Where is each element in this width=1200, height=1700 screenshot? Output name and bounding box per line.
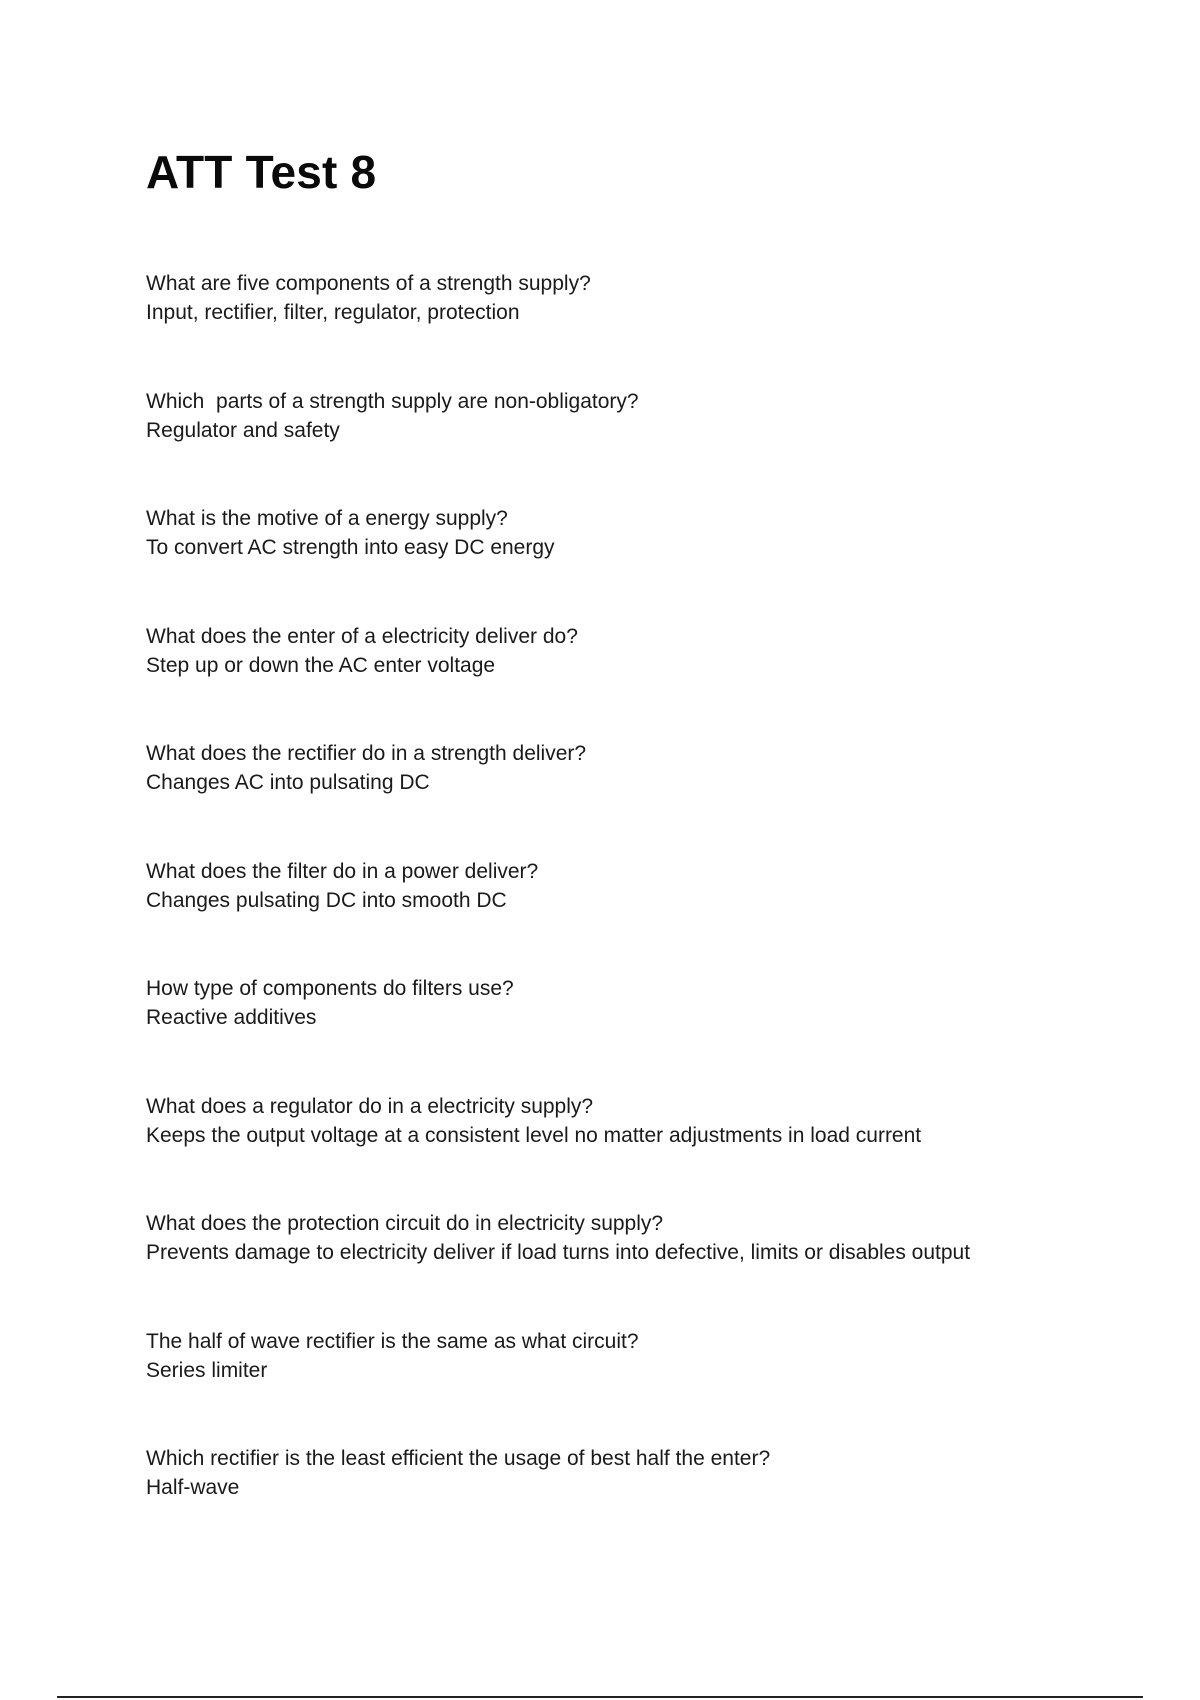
- question-text: Which rectifier is the least efficient the usage of best half the enter?: [146, 1447, 771, 1470]
- question-text: What does the filter do in a power deliver?: [146, 859, 539, 883]
- qa-item-3: [146, 504, 1106, 622]
- question-text: What does the rectifier do in a strength deliver?: [146, 742, 587, 765]
- qa-item-7: [146, 974, 1106, 1092]
- qa-item-4: [146, 622, 1106, 740]
- footer-divider: [57, 1696, 1143, 1698]
- qa-item-11: [146, 1444, 1106, 1562]
- qa-list: [146, 269, 1106, 1562]
- answer-text: To convert AC strength into easy DC energy: [146, 536, 555, 559]
- answer-text: Changes AC into pulsating DC: [146, 771, 430, 794]
- answer-text: Changes pulsating DC into smooth DC: [146, 888, 507, 912]
- qa-item-2: [146, 387, 1106, 505]
- answer-text: Prevents damage to electricity deliver if load turns into defective, limits or disables output: [146, 1241, 971, 1264]
- question-text: What does a regulator do in a electricity supply?: [146, 1094, 594, 1118]
- qa-item-8: [146, 1092, 1106, 1210]
- answer-text: Reactive additives: [146, 1006, 317, 1029]
- answer-text: Series limiter: [146, 1358, 268, 1382]
- answer-text: Half-wave: [146, 1476, 240, 1499]
- question-text: What is the motive of a energy supply?: [146, 507, 508, 530]
- question-text: How type of components do filters use?: [146, 977, 514, 1000]
- answer-text: Input, rectifier, filter, regulator, protection: [146, 301, 520, 324]
- qa-item-6: [146, 857, 1106, 975]
- qa-item-1: [146, 269, 1106, 387]
- answer-text: Step up or down the AC enter voltage: [146, 653, 496, 677]
- question-text: What are five components of a strength supply?: [146, 272, 591, 295]
- qa-item-9: [146, 1209, 1106, 1327]
- question-text: What does the protection circuit do in electricity supply?: [146, 1212, 664, 1235]
- question-text: Which parts of a strength supply are non-obligatory?: [146, 389, 639, 413]
- answer-text: Regulator and safety: [146, 418, 340, 442]
- answer-text: Keeps the output voltage at a consistent level no matter adjustments in load current: [146, 1123, 922, 1147]
- question-text: The half of wave rectifier is the same as what circuit?: [146, 1329, 639, 1353]
- page-title: ATT Test 8: [146, 146, 377, 198]
- qa-item-10: [146, 1327, 1106, 1445]
- question-text: What does the enter of a electricity deliver do?: [146, 624, 578, 648]
- qa-item-5: [146, 739, 1106, 857]
